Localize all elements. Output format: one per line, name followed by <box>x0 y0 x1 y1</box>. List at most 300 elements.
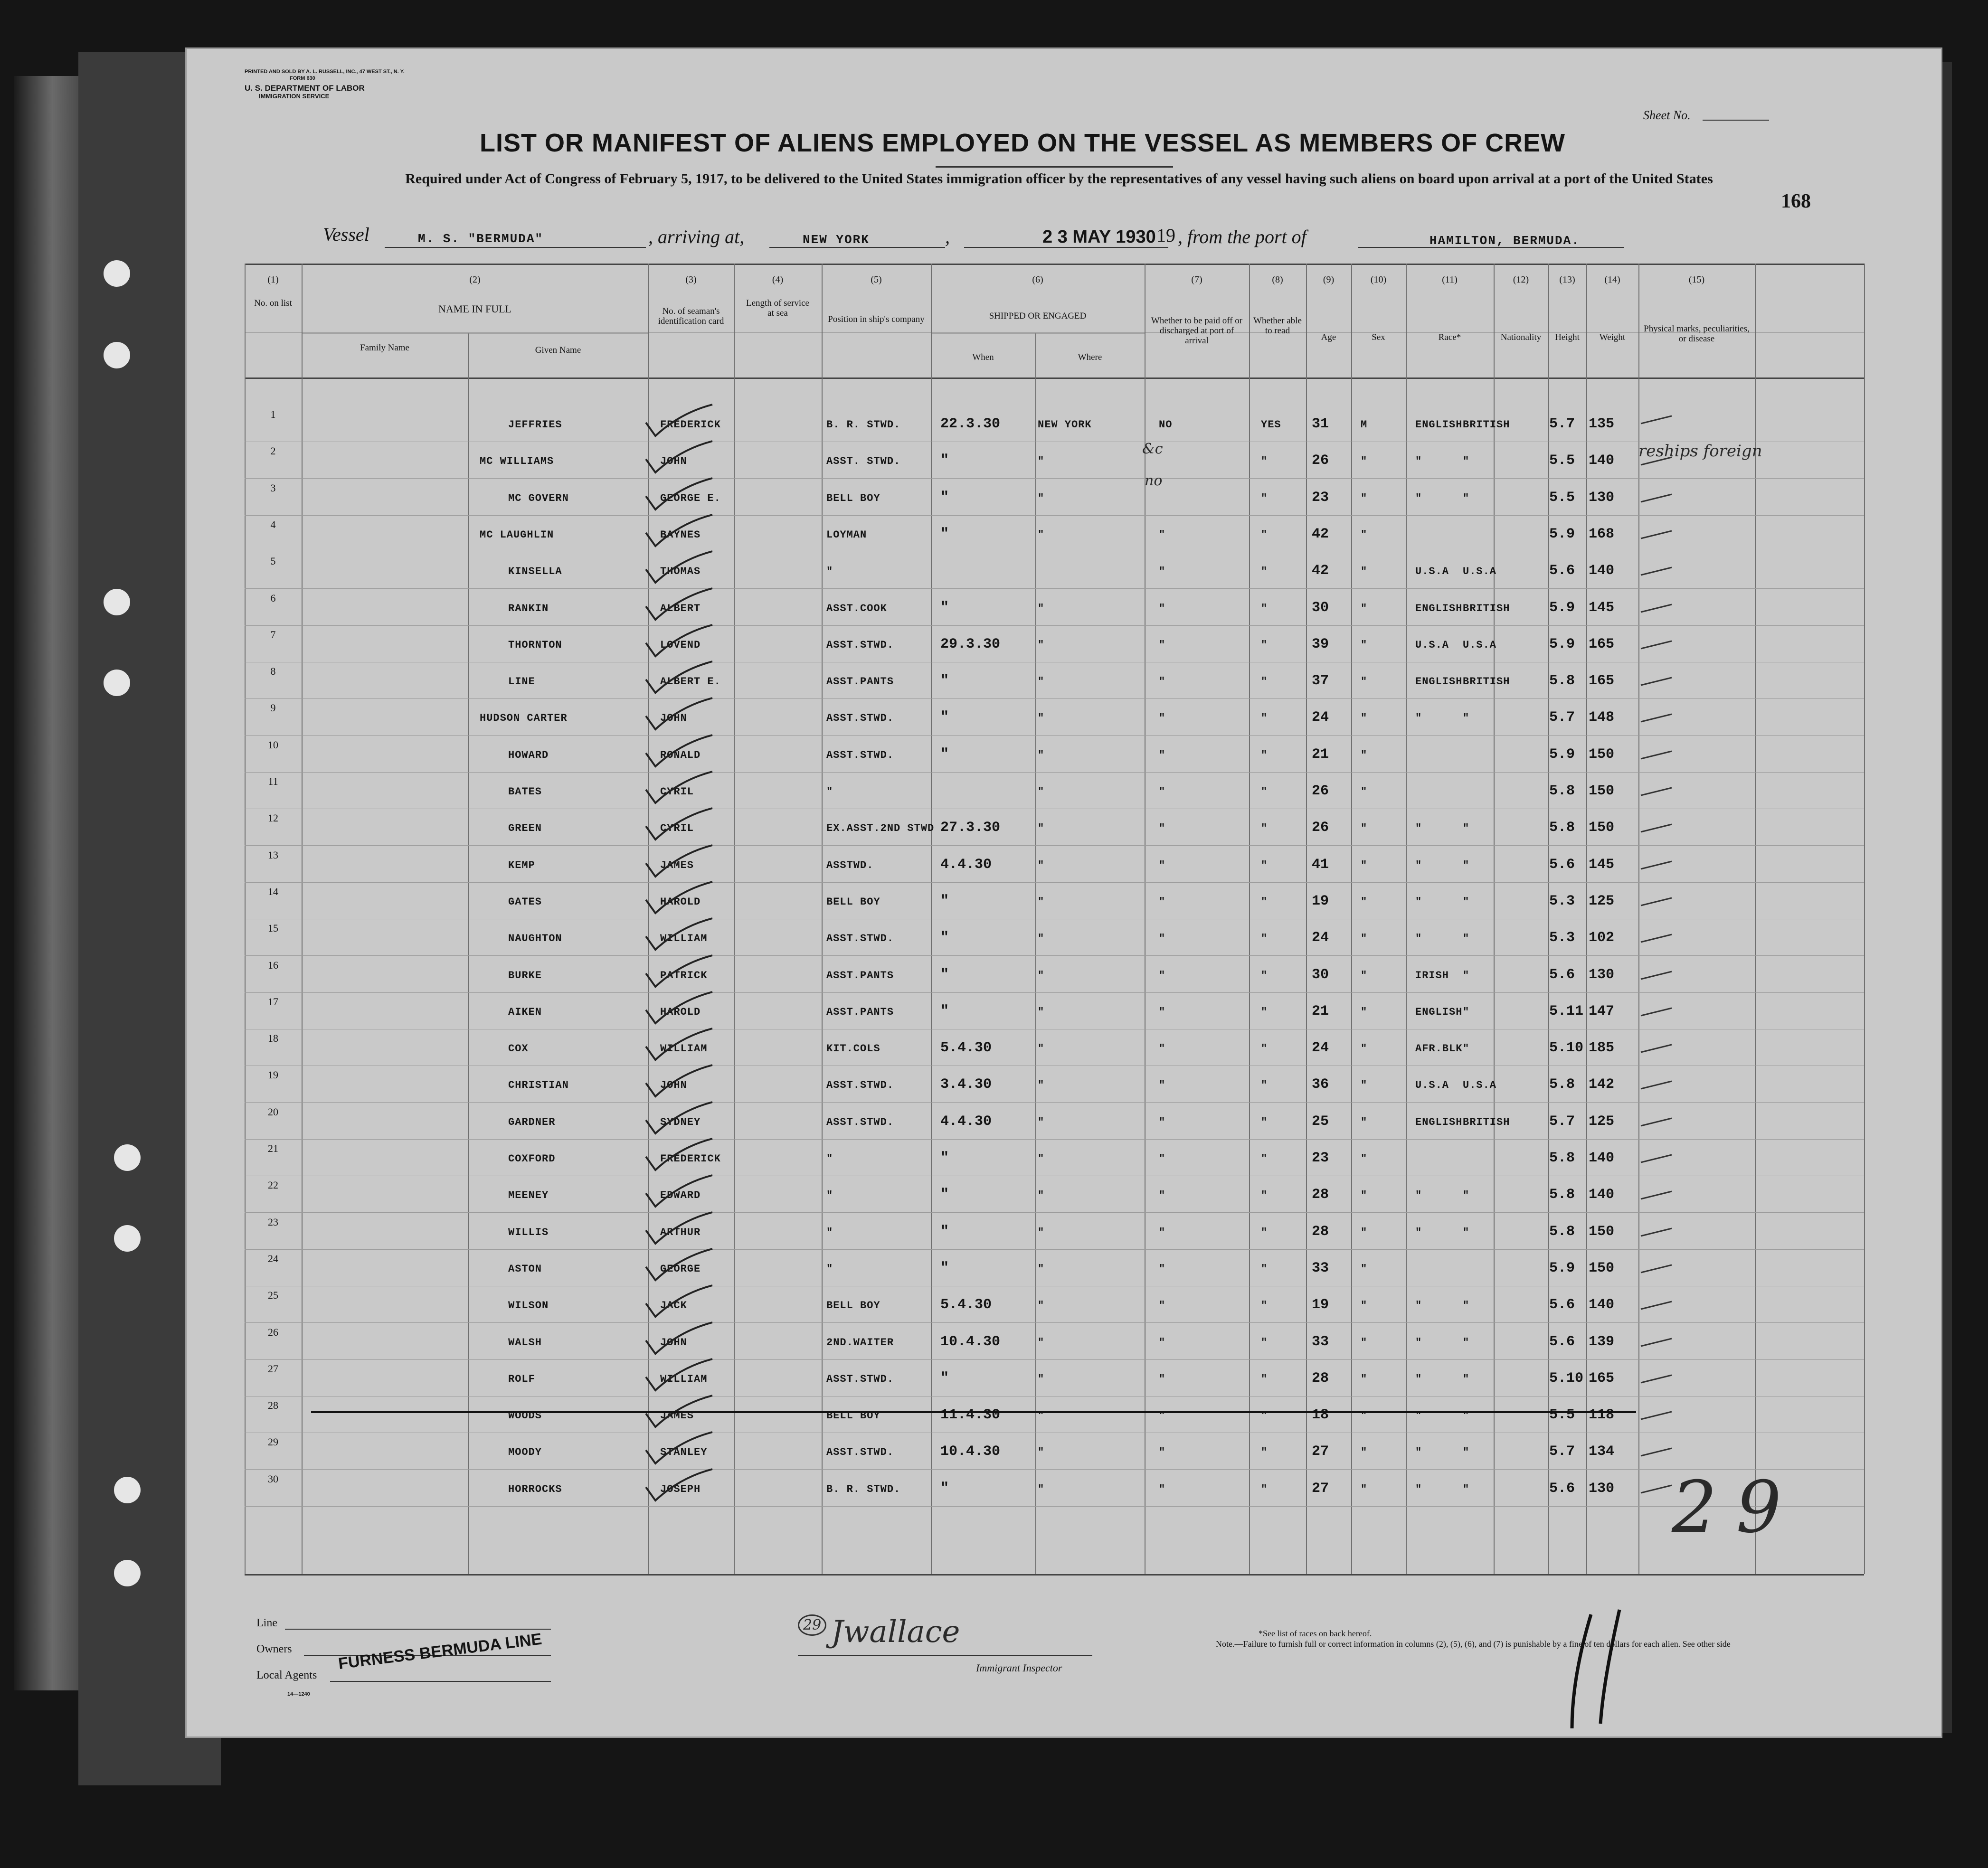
cell-nat: " <box>1463 712 1470 725</box>
punch-hole <box>104 342 130 368</box>
header-physical: Physical marks, peculiarities, or disease <box>1644 324 1750 344</box>
col-num: (6) <box>1032 274 1043 285</box>
cell-height: 5.9 <box>1549 599 1575 616</box>
cell-weight: 165 <box>1589 1370 1615 1387</box>
cell-where: " <box>1038 639 1045 651</box>
cell-weight: 165 <box>1589 636 1615 652</box>
cell-age: 25 <box>1312 1113 1329 1130</box>
cell-where: " <box>1038 1079 1045 1092</box>
cell-nat: BRITISH <box>1463 419 1510 431</box>
cell-no: 10 <box>268 738 278 751</box>
cell-paid: " <box>1159 712 1166 725</box>
col-num: (3) <box>685 274 697 285</box>
cell-given: PATRICK <box>660 969 708 981</box>
cell-height: 5.6 <box>1549 1297 1575 1313</box>
cell-position: 2ND.WAITER <box>826 1336 894 1349</box>
cell-age: 26 <box>1312 820 1329 836</box>
cell-where: " <box>1038 1373 1045 1385</box>
cell-when: " <box>940 453 949 469</box>
cell-position: " <box>826 566 833 578</box>
cell-sex: " <box>1361 1226 1368 1238</box>
cell-paid: " <box>1159 566 1166 578</box>
cell-nat: " <box>1463 1410 1470 1422</box>
cell-paid: " <box>1159 528 1166 541</box>
cell-given: THOMAS <box>660 566 701 578</box>
cell-paid: " <box>1159 1189 1166 1202</box>
cell-no: 20 <box>268 1105 278 1118</box>
col-num: (7) <box>1191 274 1202 285</box>
cell-when: 29.3.30 <box>940 636 1001 652</box>
cell-when: " <box>940 526 949 542</box>
cell-where: " <box>1038 528 1045 541</box>
cell-age: 30 <box>1312 966 1329 983</box>
cell-read: YES <box>1261 419 1281 431</box>
cell-paid: " <box>1159 786 1166 798</box>
punch-hole <box>114 1225 141 1252</box>
cell-nat: " <box>1463 969 1470 981</box>
cell-age: 39 <box>1312 636 1329 652</box>
cell-race: ENGLISH <box>1415 1006 1463 1018</box>
cell-given: ARTHUR <box>660 1226 701 1238</box>
cell-no: 2 <box>270 445 276 457</box>
col-num: (12) <box>1513 274 1529 285</box>
cell-sex: " <box>1361 1483 1368 1495</box>
cell-no: 19 <box>268 1069 278 1081</box>
cell-family: HORROCKS <box>508 1483 562 1495</box>
cell-given: GEORGE E. <box>660 492 721 504</box>
cell-given: EDWARD <box>660 1189 701 1202</box>
cell-family: NAUGHTON <box>508 933 562 945</box>
cell-sex: " <box>1361 786 1368 798</box>
arriving-label: , arriving at, <box>648 226 745 247</box>
cell-weight: 139 <box>1589 1333 1615 1350</box>
cell-where: " <box>1038 933 1045 945</box>
cell-given: JACK <box>660 1300 687 1312</box>
cell-no: 18 <box>268 1032 278 1045</box>
cell-read: " <box>1261 455 1268 468</box>
cell-paid: " <box>1159 1043 1166 1055</box>
cell-sex: " <box>1361 602 1368 614</box>
cell-age: 28 <box>1312 1187 1329 1203</box>
cell-read: " <box>1261 1373 1268 1385</box>
cell-where: " <box>1038 786 1045 798</box>
header-where: Where <box>1078 352 1102 362</box>
cell-sex: " <box>1361 1336 1368 1349</box>
header-shipped: SHIPPED OR ENGAGED <box>989 311 1087 321</box>
cell-race: IRISH <box>1415 969 1449 981</box>
cell-weight: 130 <box>1589 1480 1615 1497</box>
cell-family: BURKE <box>508 969 542 981</box>
cell-read: " <box>1261 1263 1268 1275</box>
cell-race: " <box>1415 822 1422 835</box>
cell-given: HAROLD <box>660 1006 701 1018</box>
cell-when: 11.4.30 <box>940 1407 1001 1424</box>
cell-nat: BRITISH <box>1463 602 1510 614</box>
departure-port: HAMILTON, BERMUDA. <box>1429 234 1580 248</box>
punch-hole <box>104 670 130 696</box>
cell-family: WILLIS <box>508 1226 549 1238</box>
cell-weight: 125 <box>1589 1113 1615 1130</box>
cell-height: 5.6 <box>1549 1333 1575 1350</box>
cell-weight: 150 <box>1589 783 1615 799</box>
arrival-date-stamp: 2 3 MAY 1930 <box>1042 227 1156 247</box>
cell-where: " <box>1038 602 1045 614</box>
cell-when: 27.3.30 <box>940 820 1001 836</box>
cell-no: 4 <box>270 518 276 530</box>
cell-no: 29 <box>268 1436 278 1448</box>
cell-paid: " <box>1159 1410 1166 1422</box>
cell-weight: 145 <box>1589 856 1615 873</box>
header-given-name: Given Name <box>535 345 581 355</box>
line-label: Line <box>256 1617 277 1629</box>
cell-height: 5.7 <box>1549 416 1575 432</box>
cell-position: KIT.COLS <box>826 1043 880 1055</box>
cell-paid: " <box>1159 1336 1166 1349</box>
cell-position: ASST.STWD. <box>826 1373 894 1385</box>
cell-race: " <box>1415 1483 1422 1495</box>
cell-nat: " <box>1463 1300 1470 1312</box>
punch-hole <box>114 1560 141 1586</box>
cell-given: FREDERICK <box>660 1153 721 1165</box>
cell-read: " <box>1261 676 1268 688</box>
cell-position: ASST.STWD. <box>826 712 894 725</box>
cell-where: " <box>1038 1446 1045 1459</box>
cell-where: " <box>1038 1116 1045 1128</box>
cell-when: 5.4.30 <box>940 1297 992 1313</box>
cell-position: ASST. STWD. <box>826 455 901 468</box>
cell-position: BELL BOY <box>826 1300 880 1312</box>
punch-hole <box>104 260 130 287</box>
cell-race: ENGLISH <box>1415 676 1463 688</box>
cell-paid: " <box>1159 1446 1166 1459</box>
cell-sex: " <box>1361 1263 1368 1275</box>
cell-read: " <box>1261 896 1268 908</box>
col-num: (10) <box>1370 274 1387 285</box>
cell-no: 8 <box>270 665 276 678</box>
cell-paid: " <box>1159 1079 1166 1092</box>
manifest-sheet <box>185 47 1942 1738</box>
cell-age: 24 <box>1312 930 1329 946</box>
cell-weight: 140 <box>1589 1297 1615 1313</box>
cell-read: " <box>1261 933 1268 945</box>
cell-no: 15 <box>268 922 278 934</box>
cell-read: " <box>1261 859 1268 871</box>
header-length-service: Length of service at sea <box>746 298 809 318</box>
cell-position: B. R. STWD. <box>826 1483 901 1495</box>
cell-position: LOYMAN <box>826 528 867 541</box>
cell-height: 5.10 <box>1549 1040 1584 1057</box>
cell-family: MC WILLIAMS <box>480 455 554 468</box>
cell-height: 5.10 <box>1549 1370 1584 1387</box>
cell-weight: 130 <box>1589 489 1615 506</box>
annotation-reships-foreign: reships foreign <box>1638 442 1762 461</box>
cell-where: " <box>1038 822 1045 835</box>
cell-paid: " <box>1159 1483 1166 1495</box>
page-number: 168 <box>1781 190 1811 212</box>
cell-weight: 135 <box>1589 416 1615 432</box>
header-sex: Sex <box>1372 332 1385 342</box>
cell-sex: " <box>1361 896 1368 908</box>
cell-position: BELL BOY <box>826 1410 880 1422</box>
cell-when: 4.4.30 <box>940 1113 992 1130</box>
cell-where: " <box>1038 896 1045 908</box>
cell-read: " <box>1261 1153 1268 1165</box>
cell-family: AIKEN <box>508 1006 542 1018</box>
cell-where: " <box>1038 1410 1045 1422</box>
cell-family: COXFORD <box>508 1153 556 1165</box>
cell-nat: " <box>1463 933 1470 945</box>
cell-family: LINE <box>508 676 535 688</box>
cell-family: THORNTON <box>508 639 562 651</box>
header-nationality: Nationality <box>1500 332 1542 342</box>
cell-position: ASST.STWD. <box>826 933 894 945</box>
cell-weight: 150 <box>1589 1260 1615 1276</box>
cell-when: " <box>940 746 949 763</box>
cell-nat: " <box>1463 1336 1470 1349</box>
cell-race: " <box>1415 1300 1422 1312</box>
handwritten-mark <box>1572 1614 1591 1728</box>
cell-height: 5.7 <box>1549 1113 1575 1130</box>
cell-height: 5.6 <box>1549 1480 1575 1497</box>
cell-read: " <box>1261 1336 1268 1349</box>
cell-height: 5.8 <box>1549 783 1575 799</box>
cell-when: " <box>940 673 949 689</box>
cell-nat: " <box>1463 1006 1470 1018</box>
cell-race: " <box>1415 455 1422 468</box>
punch-hole <box>114 1477 141 1503</box>
cell-family: BATES <box>508 786 542 798</box>
cell-family: ROLF <box>508 1373 535 1385</box>
cell-where: " <box>1038 676 1045 688</box>
cell-where: NEW YORK <box>1038 419 1092 431</box>
cell-no: 26 <box>268 1326 278 1338</box>
cell-position: ASST.COOK <box>826 602 887 614</box>
cell-sex: " <box>1361 492 1368 504</box>
cell-age: 41 <box>1312 856 1329 873</box>
cell-given: SYDNEY <box>660 1116 701 1128</box>
cell-nat: " <box>1463 455 1470 468</box>
cell-weight: 140 <box>1589 1150 1615 1166</box>
cell-race: " <box>1415 712 1422 725</box>
cell-when: 10.4.30 <box>940 1333 1001 1350</box>
cell-sex: M <box>1361 419 1368 431</box>
cell-where: " <box>1038 969 1045 981</box>
cell-age: 42 <box>1312 526 1329 542</box>
cell-where: " <box>1038 1263 1045 1275</box>
cell-read: " <box>1261 492 1268 504</box>
cell-sex: " <box>1361 566 1368 578</box>
cell-height: 5.3 <box>1549 930 1575 946</box>
cell-paid: " <box>1159 822 1166 835</box>
cell-no: 11 <box>268 775 278 787</box>
cell-height: 5.8 <box>1549 1187 1575 1203</box>
header-name-in-full: NAME IN FULL <box>438 303 511 315</box>
cell-sex: " <box>1361 1153 1368 1165</box>
cell-height: 5.7 <box>1549 709 1575 726</box>
cell-sex: " <box>1361 1116 1368 1128</box>
col-num: (8) <box>1272 274 1283 285</box>
col-num: (1) <box>267 274 279 285</box>
cell-race: " <box>1415 1410 1422 1422</box>
cell-age: 27 <box>1312 1443 1329 1460</box>
cell-given: JOHN <box>660 455 687 468</box>
col-num: (5) <box>871 274 882 285</box>
local-agents-label: Local Agents <box>256 1669 317 1681</box>
col-num: (4) <box>772 274 784 285</box>
cell-when: 10.4.30 <box>940 1443 1001 1460</box>
cell-family: GREEN <box>508 822 542 835</box>
cell-when: " <box>940 1480 949 1497</box>
cell-when: " <box>940 599 949 616</box>
cell-nat: " <box>1463 1483 1470 1495</box>
cell-family: COX <box>508 1043 529 1055</box>
cell-weight: 142 <box>1589 1076 1615 1093</box>
header-family-name: Family Name <box>360 343 409 353</box>
cell-nat: " <box>1463 1446 1470 1459</box>
cell-sex: " <box>1361 1189 1368 1202</box>
cell-read: " <box>1261 749 1268 761</box>
printer-line: PRINTED AND SOLD BY A. L. RUSSELL, INC., 47 WEST ST., N. Y. <box>245 69 405 75</box>
cell-weight: 140 <box>1589 563 1615 579</box>
cell-read: " <box>1261 1043 1268 1055</box>
cell-where: " <box>1038 455 1045 468</box>
cell-family: MC GOVERN <box>508 492 569 504</box>
cell-when: 22.3.30 <box>940 416 1001 432</box>
cell-race: " <box>1415 492 1422 504</box>
cell-age: 30 <box>1312 599 1329 616</box>
cell-paid: " <box>1159 1263 1166 1275</box>
cell-age: 18 <box>1312 1407 1329 1424</box>
cell-race: ENGLISH <box>1415 1116 1463 1128</box>
cell-weight: 102 <box>1589 930 1615 946</box>
cell-when: " <box>940 1150 949 1166</box>
cell-where: " <box>1038 1189 1045 1202</box>
cell-when: " <box>940 1187 949 1203</box>
cell-paid: " <box>1159 1116 1166 1128</box>
cell-sex: " <box>1361 528 1368 541</box>
cell-age: 21 <box>1312 1003 1329 1019</box>
year-suffix: 19 <box>1156 225 1175 246</box>
vessel-name: M. S. "BERMUDA" <box>418 232 544 246</box>
cell-paid: " <box>1159 1006 1166 1018</box>
cell-no: 6 <box>270 592 276 604</box>
cell-given: STANLEY <box>660 1446 708 1459</box>
cell-nat: " <box>1463 1226 1470 1238</box>
cell-read: " <box>1261 1116 1268 1128</box>
cell-when: 3.4.30 <box>940 1076 992 1093</box>
cell-given: JOHN <box>660 1336 687 1349</box>
cell-no: 7 <box>270 628 276 641</box>
races-note: *See list of races on back hereof. <box>1259 1629 1372 1638</box>
cell-read: " <box>1261 1006 1268 1018</box>
inspector-signature: Jwallace <box>831 1614 960 1650</box>
cell-nat: " <box>1463 1189 1470 1202</box>
cell-paid: " <box>1159 639 1166 651</box>
cell-read: " <box>1261 1410 1268 1422</box>
cell-weight: 140 <box>1589 1187 1615 1203</box>
cell-position: " <box>826 1263 833 1275</box>
owners-stamp: FURNESS BERMUDA LINE <box>337 1630 543 1673</box>
cell-position: " <box>826 786 833 798</box>
cell-height: 5.8 <box>1549 673 1575 689</box>
cell-paid: " <box>1159 676 1166 688</box>
cell-paid: " <box>1159 933 1166 945</box>
cell-when: " <box>940 1223 949 1240</box>
cell-read: " <box>1261 712 1268 725</box>
cell-nat: BRITISH <box>1463 1116 1510 1128</box>
cell-nat: " <box>1463 822 1470 835</box>
cell-weight: 145 <box>1589 599 1615 616</box>
total-count: 29 <box>1672 1466 1800 1549</box>
cell-height: 5.9 <box>1549 526 1575 542</box>
cell-where: " <box>1038 1006 1045 1018</box>
cell-position: ASST.PANTS <box>826 969 894 981</box>
cell-where: " <box>1038 1153 1045 1165</box>
cell-where: " <box>1038 1043 1045 1055</box>
col-num: (9) <box>1323 274 1335 285</box>
cell-race: ENGLISH <box>1415 419 1463 431</box>
service: IMMIGRATION SERVICE <box>259 93 330 100</box>
cell-given: JOHN <box>660 1079 687 1092</box>
cell-given: ALBERT <box>660 602 701 614</box>
cell-nat: " <box>1463 1373 1470 1385</box>
cell-given: RONALD <box>660 749 701 761</box>
cell-where: " <box>1038 1483 1045 1495</box>
cell-race: " <box>1415 859 1422 871</box>
cell-family: HOWARD <box>508 749 549 761</box>
cell-weight: 134 <box>1589 1443 1615 1460</box>
cell-paid: " <box>1159 859 1166 871</box>
cell-read: " <box>1261 1446 1268 1459</box>
cell-position: ASST.PANTS <box>826 676 894 688</box>
cell-no: 9 <box>270 702 276 714</box>
cell-race: AFR.BLK <box>1415 1043 1463 1055</box>
cell-age: 28 <box>1312 1223 1329 1240</box>
cell-race: " <box>1415 1189 1422 1202</box>
cell-when: " <box>940 930 949 946</box>
cell-age: 31 <box>1312 416 1329 432</box>
cell-sex: " <box>1361 712 1368 725</box>
inspector-number: 29 <box>798 1614 826 1636</box>
cell-race: U.S.A <box>1415 639 1449 651</box>
cell-height: 5.8 <box>1549 1150 1575 1166</box>
cell-position: ASSTWD. <box>826 859 874 871</box>
cell-height: 5.8 <box>1549 820 1575 836</box>
cell-given: LOVEND <box>660 639 701 651</box>
cell-read: " <box>1261 1226 1268 1238</box>
cell-position: " <box>826 1153 833 1165</box>
act-text: Required under Act of Congress of February 5, 1917, to be delivered to the United States immigration officer by the representatives of any vessel having such aliens on board upon arrival at a port of the United States <box>405 171 1713 187</box>
cell-when: 4.4.30 <box>940 856 992 873</box>
cell-sex: " <box>1361 1373 1368 1385</box>
cell-position: B. R. STWD. <box>826 419 901 431</box>
cell-when: " <box>940 1370 949 1387</box>
cell-no: 22 <box>268 1179 278 1191</box>
cell-weight: 150 <box>1589 1223 1615 1240</box>
cell-no: 25 <box>268 1289 278 1302</box>
cell-sex: " <box>1361 1079 1368 1092</box>
cell-paid: " <box>1159 896 1166 908</box>
cell-given: CYRIL <box>660 786 694 798</box>
cell-weight: 118 <box>1589 1407 1615 1424</box>
cell-height: 5.8 <box>1549 1076 1575 1093</box>
cell-sex: " <box>1361 969 1368 981</box>
cell-position: ASST.STWD. <box>826 1079 894 1092</box>
cell-height: 5.5 <box>1549 489 1575 506</box>
cell-age: 24 <box>1312 709 1329 726</box>
cell-read: " <box>1261 639 1268 651</box>
cell-position: EX.ASST.2ND STWD <box>826 822 935 835</box>
